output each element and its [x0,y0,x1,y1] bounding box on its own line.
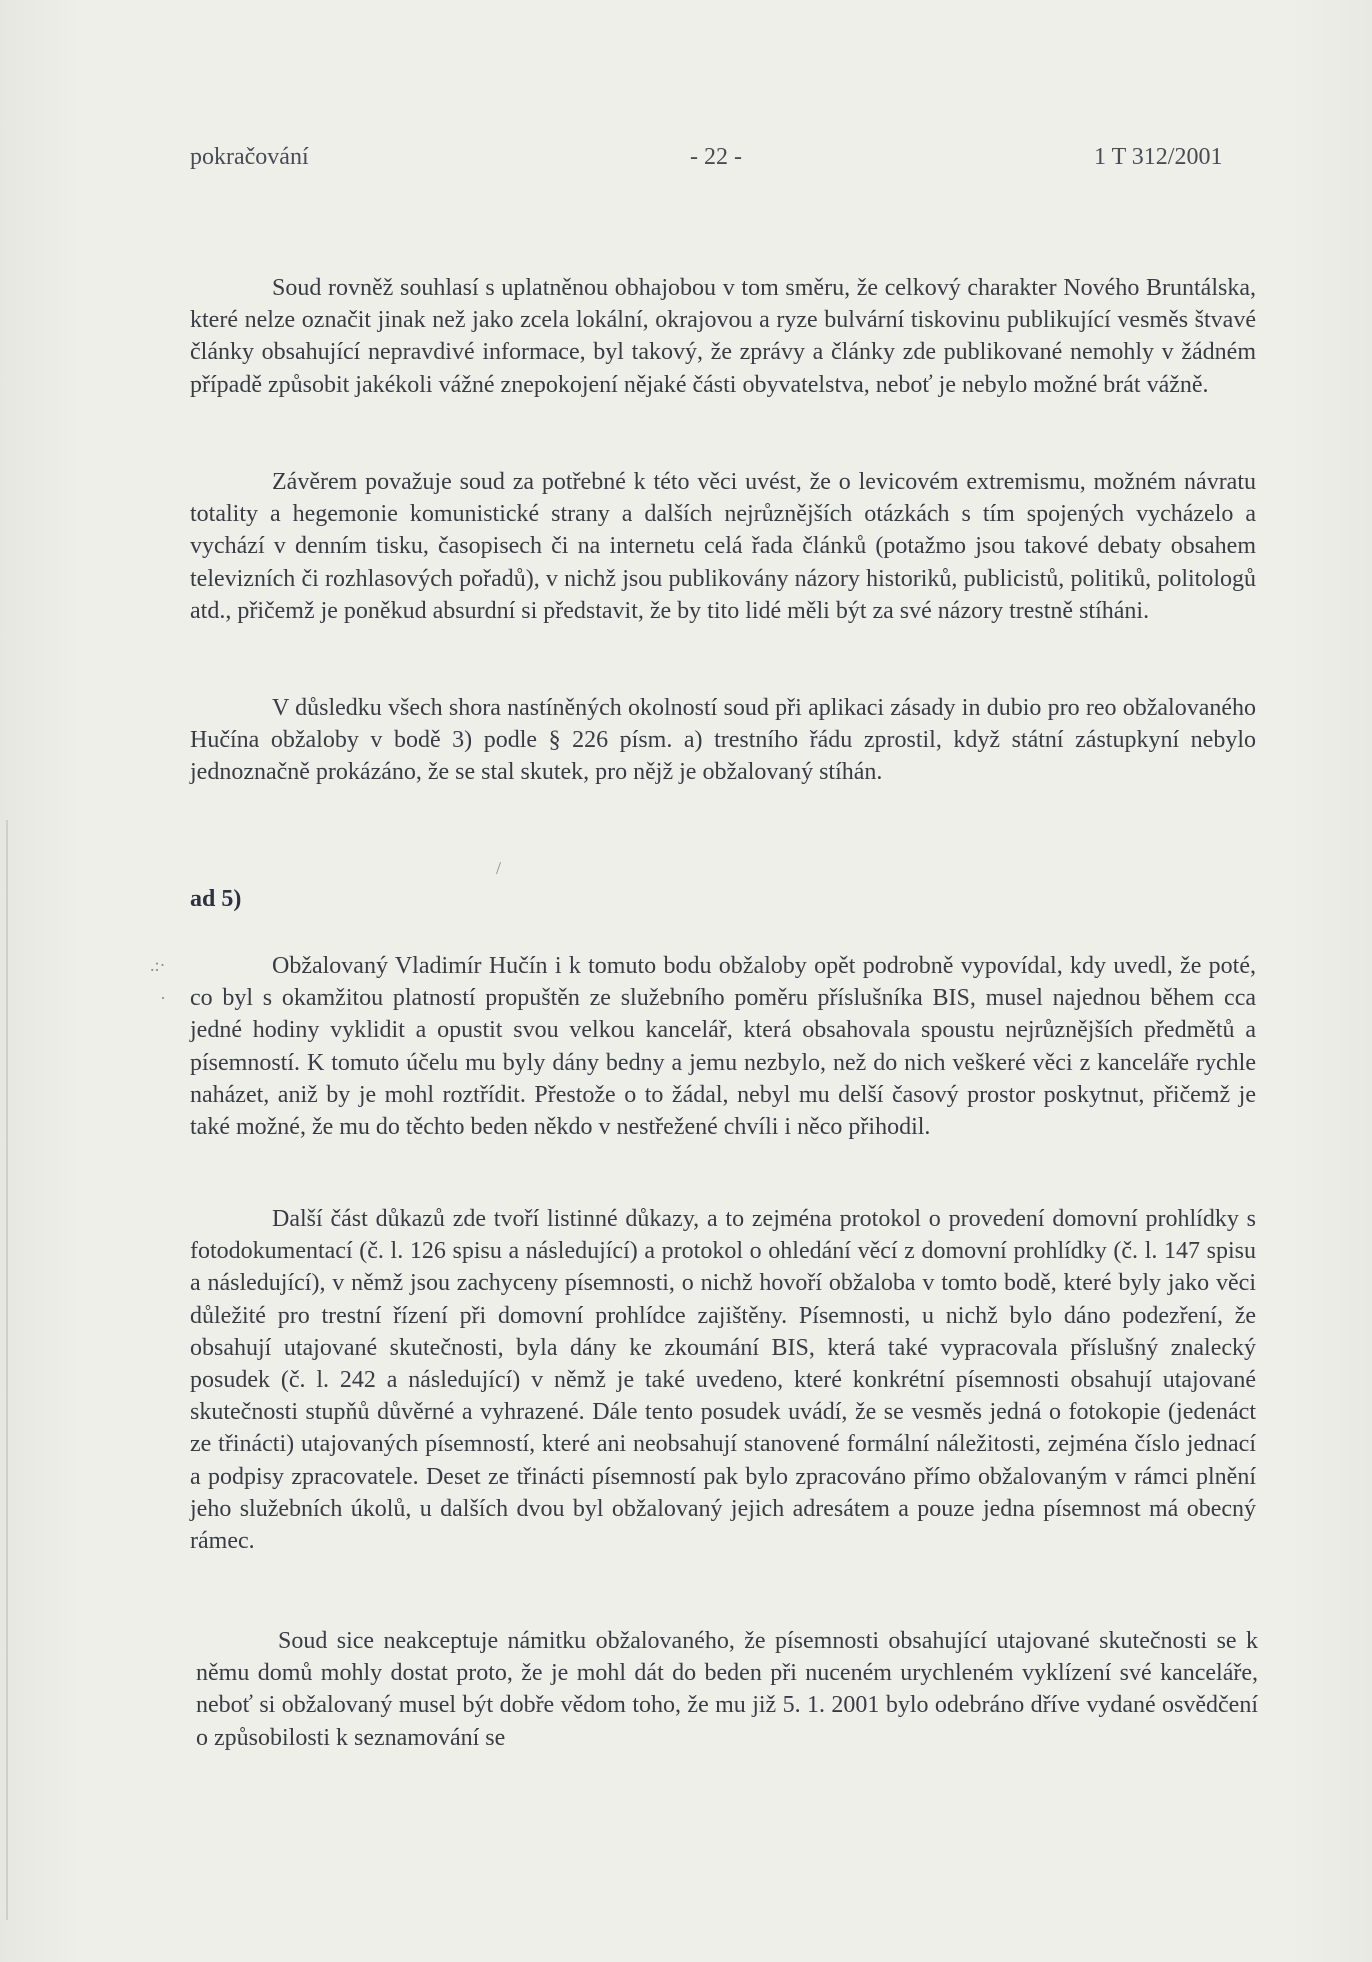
margin-mark: .:· [150,955,166,975]
margin-mark: / [496,858,502,878]
paragraph-2: Závěrem považuje soud za potřebné k této věci uvést, že o levicovém extremismu, možném návratu totality a hegemonie komunistické strany a dalších nejrůznějších otázkách s tím spojených vycházelo a vychází v denním tisku, časopisech či na internetu celá řada článků (potažmo jsou takové debaty obsahem televizních či rozhlasových pořadů), v nichž jsou publikovány názory historiků, publicistů, politiků, politologů atd., přičemž je poněkud absurdní si představit, že by tito lidé měli být za své názory trestně stíháni. [190,469,1256,624]
section-paragraph-2: Další část důkazů zde tvoří listinné důkazy, a to zejména protokol o provedení domovní prohlídky s fotodokumentací (č. l. 126 spisu a následující) a protokol o ohledání věcí z domovní prohlídky (č. l. 147 spisu a následující), v němž jsou zachyceny písemnosti, o nichž hovoří obžaloba v tomto bodě, které byly jako věci důležité pro trestní řízení při domovní prohlídce zajištěny. Písemnosti, u nichž bylo dáno podezření, že obsahují utajované skutečnosti, byla dány ke zkoumání BIS, která také vypracovala příslušný znalecký posudek (č. l. 242 a následující) v němž je také uvedeno, které konkrétní písemnosti obsahují utajované skutečnosti stupňů důvěrné a vyhrazené. Dále tento posudek uvádí, že se vesměs jedná o fotokopie (jedenáct ze třinácti) utajovaných písemností, které ani neobsahují stanovené formální náležitosti, zejména číslo jednací a podpisy zpracovatele. Deset ze třinácti písemností pak bylo zpracováno přímo obžalovaným v rámci plnění jeho služebních úkolů, u dalších dvou byl obžalovaný jejich adresátem a pouze jedna písemnost má obecný rámec. [190,1206,1256,1555]
section-paragraph-3: Soud sice neakceptuje námitku obžalovaného, že písemnosti obsahující utajované skutečnosti se k němu domů mohly dostat proto, že je mohl dát do beden při nuceném urychleném vyklízení své kanceláře, neboť si obžalovaný musel být dobře vědom toho, že mu již 5. 1. 2001 bylo odebráno dříve vydané osvědčení o způsobilosti k seznamování se [196,1628,1258,1751]
header-continuation: pokračování [190,144,309,170]
page-number: - 22 - [690,144,742,170]
case-number: 1 T 312/2001 [1094,144,1223,170]
paragraph-1: Soud rovněž souhlasí s uplatněnou obhajobou v tom směru, že celkový charakter Nového Bruntálska, které nelze označit jinak než jako zcela lokální, okrajovou a ryze bulvární tiskovinu publikující vesměs štvavé články obsahující nepravdivé informace, byl takový, že zprávy a články zde publikované nemohly v žádném případě způsobit jakékoli vážné znepokojení nějaké části obyvatelstva, neboť je nebylo možné brát vážně. [190,275,1256,398]
section-paragraph-1: Obžalovaný Vladimír Hučín i k tomuto bodu obžaloby opět podrobně vypovídal, kdy uvedl, že poté, co byl s okamžitou platností propuštěn ze služebního poměru příslušníka BIS, musel najednou během cca jedné hodiny vyklidit a opustit svou velkou kancelář, která obsahovala spoustu nejrůznějších předmětů a písemností. K tomuto účelu mu byly dány bedny a jemu nezbylo, než do nich veškeré věci z kanceláře rychle naházet, aniž by je mohl roztřídit. Přestože o to žádal, nebyl mu delší časový prostor poskytnut, přičemž je také možné, že mu do těchto beden někdo v nestřežené chvíli i něco přihodil. [190,953,1256,1141]
paragraph-3: V důsledku všech shora nastíněných okolností soud při aplikaci zásady in dubio pro reo obžalovaného Hučína obžaloby v bodě 3) podle § 226 písm. a) trestního řádu zprostil, když státní zástupkyní nebylo jednoznačně prokázáno, že se stal skutek, pro nějž je obžalovaný stíhán. [190,695,1256,786]
section-heading: ad 5) [190,886,242,912]
margin-mark: · [160,988,166,1008]
page-edge-shadow [6,820,8,1920]
